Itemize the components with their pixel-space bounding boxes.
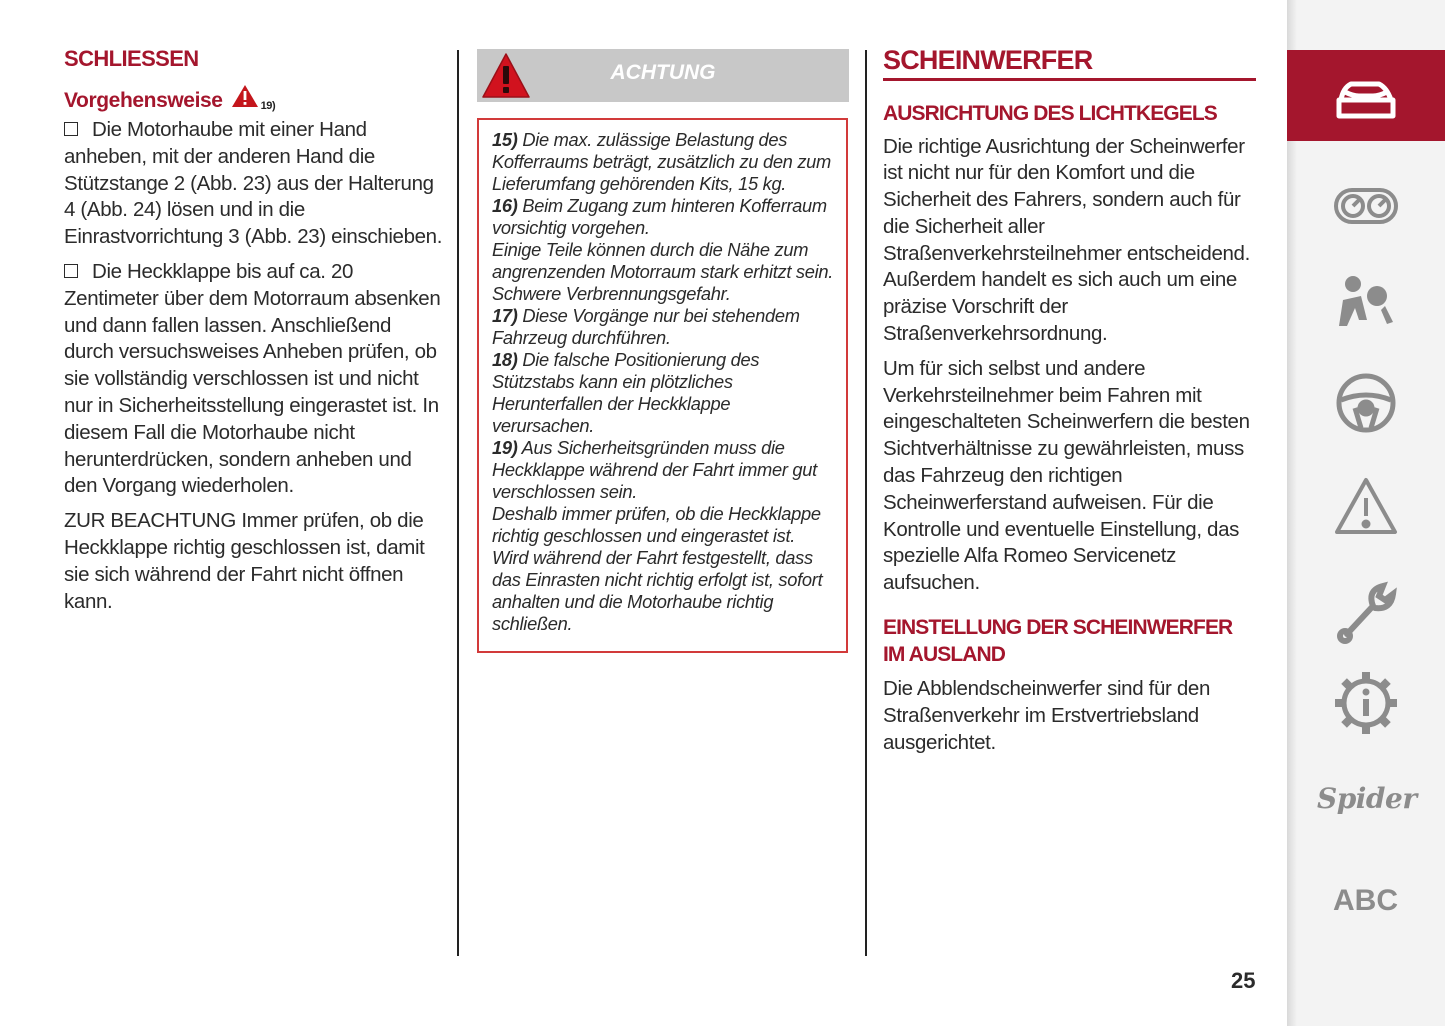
- warning-icon[interactable]: [1333, 474, 1399, 540]
- left-column: [64, 44, 444, 623]
- steering-wheel-icon[interactable]: [1333, 370, 1399, 436]
- note-19-cont: Deshalb immer prüfen, ob die Heckklappe richtig geschlossen und eingerastet ist. Wird während der Fahrt festgestellt, dass das Einrasten nicht richtig erfolgt ist, sofort anhalten und die Motorhaube richtig schließen.: [492, 503, 823, 634]
- note-17: 17) Diese Vorgänge nur bei stehendem Fahrzeug durchführen.: [492, 305, 800, 348]
- section-title: SCHLIESSEN: [64, 46, 199, 71]
- column-divider: [865, 50, 867, 956]
- column-divider: [457, 50, 459, 956]
- title-rule: [883, 78, 1256, 81]
- note-15: 15) Die max. zulässige Belastung des Kofferraums beträgt, zusätzlich zu den zum Lieferumfang gehörenden Kits, 15 kg.: [492, 129, 831, 194]
- chapter-title: SCHEINWERFER: [883, 45, 1093, 75]
- right-column: [883, 44, 1263, 764]
- subsection-title: [64, 84, 444, 117]
- heading-ausland: EINSTELLUNG DER SCHEINWERFER IM AUSLAND: [883, 616, 1233, 666]
- chapter-sidebar: [1287, 0, 1445, 1026]
- gear-info-icon[interactable]: [1333, 670, 1399, 736]
- subsection-title-text: Vorgehensweise: [64, 88, 223, 112]
- warning-notes-box: [477, 118, 848, 653]
- note-18: 18) Die falsche Positionierung des Stützstabs kann ein plötzliches Herunterfallen der Heckklappe verursachen.: [492, 349, 760, 436]
- note-16: 16) Beim Zugang zum hinteren Kofferraum vorsichtig vorgehen.: [492, 195, 827, 238]
- checkbox-bullet-icon: [64, 122, 78, 136]
- step-1: Die Motorhaube mit einer Hand anheben, mit der anderen Hand die Stützstange 2 (Abb. 23) aus der Halterung 4 (Abb. 24) lösen und in die Einrastvorrichtung 3 (Abb. 23) einschieben.: [64, 118, 443, 249]
- heading-lichtkegel: AUSRICHTUNG DES LICHTKEGELS: [883, 102, 1217, 125]
- airbag-icon[interactable]: [1333, 270, 1399, 336]
- paragraph-1: Die richtige Ausrichtung der Scheinwerfer ist nicht nur für den Komfort und die Sicherheit des Fahrers, sondern auch für die Sicherheit aller Straßenverkehrsteilnehmer entscheidend. Außerdem handelt es sich auch um eine präzise Vorschrift der Straßenverkehrsordnung.: [883, 134, 1250, 346]
- checkbox-bullet-icon: [64, 264, 78, 278]
- index-tab[interactable]: ABC: [1333, 884, 1398, 917]
- spider-logo[interactable]: Spider: [1317, 782, 1417, 815]
- achtung-header: [477, 49, 849, 102]
- warning-column: [477, 49, 849, 653]
- paragraph-2: Um für sich selbst und andere Verkehrsteilnehmer beim Fahren mit eingeschalteten Scheinwerfern die besten Sichtverhältnisse zu gewährleisten, muss das Fahrzeug den richtigen Scheinwerferstand aufweisen. Für die Kontrolle und eventuelle Einstellung, das spezielle Alfa Romeo Servicenetz aufsuchen.: [883, 356, 1250, 595]
- car-icon[interactable]: [1333, 64, 1399, 130]
- note-19: 19) Aus Sicherheitsgründen muss die Heckklappe während der Fahrt immer gut verschlossen sein.: [492, 437, 817, 502]
- wrench-icon[interactable]: [1333, 580, 1399, 646]
- achtung-label: ACHTUNG: [610, 61, 716, 84]
- warning-triangle-icon: [231, 84, 259, 117]
- footnote-ref[interactable]: 19): [260, 99, 276, 112]
- note-paragraph: ZUR BEACHTUNG Immer prüfen, ob die Heckklappe richtig geschlossen ist, damit sie sich während der Fahrt nicht öffnen kann.: [64, 509, 425, 613]
- dashboard-icon[interactable]: [1333, 172, 1399, 238]
- note-16-cont: Einige Teile können durch die Nähe zum angrenzenden Motorraum stark erhitzt sein. Schwere Verbrennungsgefahr.: [492, 239, 834, 304]
- page-number: 25: [1231, 968, 1256, 993]
- paragraph-3: Die Abblendscheinwerfer sind für den Straßenverkehr im Erstvertriebsland ausgerichtet.: [883, 677, 1210, 754]
- step-2: Die Heckklappe bis auf ca. 20 Zentimeter über dem Motorraum absenken und dann fallen lassen. Anschließend durch versuchsweises Anheben prüfen, ob sie vollständig verschlossen ist und nicht nur in Sicherheitsstellung eingerastet ist. In diesem Fall die Motorhaube nicht herunterdrücken, sondern anheben und den Vorgang wiederholen.: [64, 259, 441, 498]
